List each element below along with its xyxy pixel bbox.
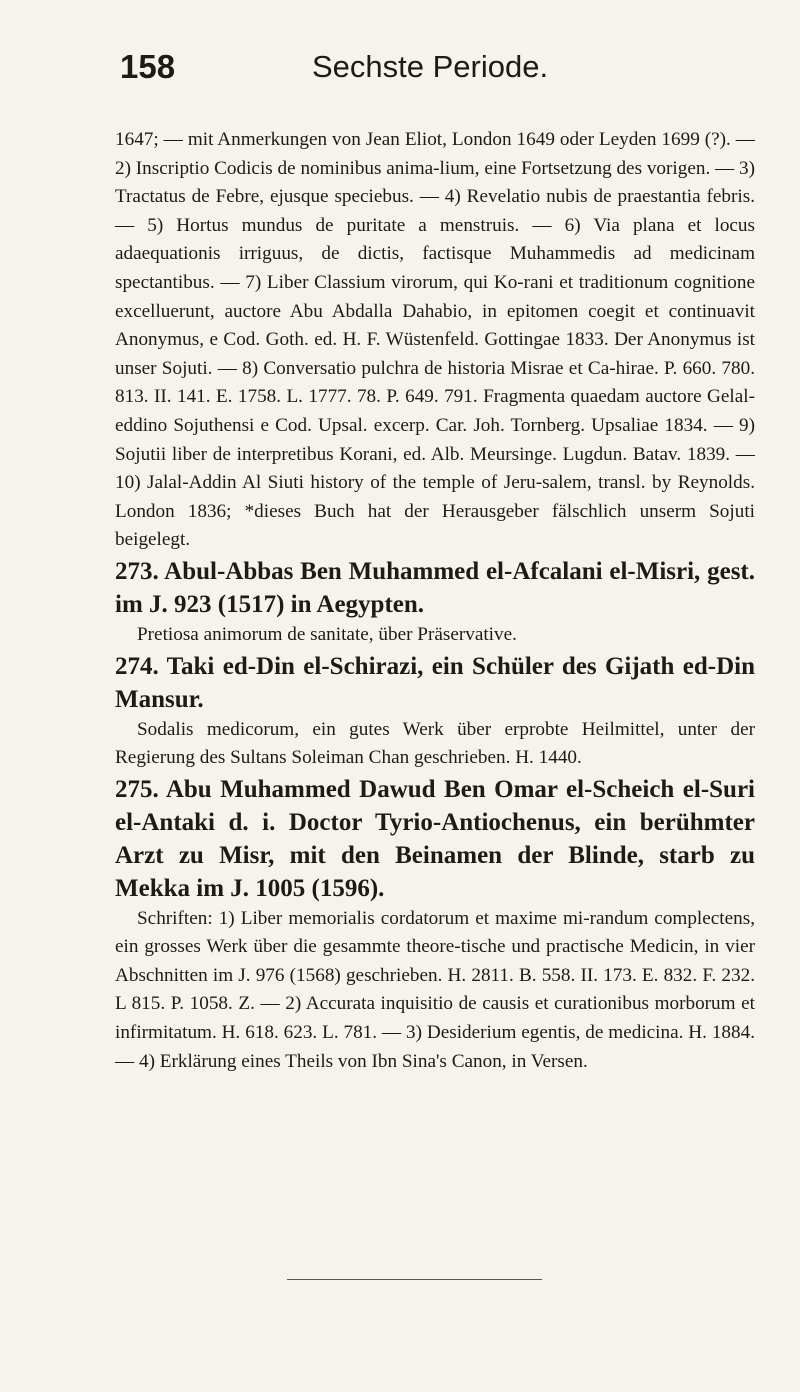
entry-heading-273: 273. Abul-Abbas Ben Muhammed el-Afcalani el-Misri, gest. im J. 923 (1517) in Aegypten.: [115, 557, 755, 618]
page-header: [120, 48, 710, 98]
footnote-rule: [287, 1279, 542, 1280]
paragraph-continuation: 1647; — mit Anmerkungen von Jean Eliot, London 1649 oder Leyden 1699 (?). — 2) Inscriptio Codicis de nominibus anima-lium, eine Fortsetzung des vorigen. — 3) Tractatus de Febre, ejusque speciebus. — 4) Revelatio nubis de praestantia febris. — 5) Hortus mundus de puritate a menstruis. — 6) Via plana et locus adaequationis irriguus, de dictis, factisque Muhammedis ad medicinam spectantibus. — 7) Liber Classium virorum, qui Ko-rani et traditionum cognitione excelluerunt, auctore Abu Abdalla Dahabio, in epitomen coegit et continuavit Anonymus, e Cod. Goth. ed. H. F. Wüstenfeld. Gottingae 1833. Der Anonymus ist unser Sojuti. — 8) Conversatio pulchra de historia Misrae et Ca-hirae. P. 660. 780. 813. II. 141. E. 1758. L. 1777. 78. P. 649. 791. Fragmenta quaedam auctore Gelal-eddino Sojuthensi e Cod. Upsal. excerp. Car. Joh. Tornberg. Upsaliae 1834. — 9) Sojutii liber de interpretibus Korani, ed. Alb. Meursinge. Lugdun. Batav. 1839. — 10) Jalal-Addin Al Siuti history of the temple of Jeru-salem, transl. by Reynolds. London 1836; *dieses Buch hat der Herausgeber fälschlich unserm Sojuti beigelegt.: [115, 129, 756, 551]
paragraph-274: Sodalis medicorum, ein gutes Werk über erprobte Heilmittel, unter der Regierung des Sultans Soleiman Chan geschrieben. H. 1440.: [115, 718, 755, 769]
entry-heading-274: 274. Taki ed-Din el-Schirazi, ein Schüler des Gijath ed-Din Mansur.: [115, 652, 755, 713]
paragraph-275: Schriften: 1) Liber memorialis cordatorum et maxime mi-randum complectens, ein grosses Werk über die gesammte theore-tische und practische Medicin, in vier Abschnitten im J. 976 (1568) geschrieben. H. 2811. B. 558. II. 173. E. 832. F. 232. L 815. P. 1058. Z. — 2) Accurata inquisitio de causis et curationibus morborum et infirmitatum. H. 618. 623. L. 781. — 3) Desiderium egentis, de medicina. H. 1884. — 4) Erklärung eines Theils von Ibn Sina's Canon, in Versen.: [115, 907, 755, 1072]
body-text: [115, 126, 755, 1076]
entry-heading-275: 275. Abu Muhammed Dawud Ben Omar el-Scheich el-Suri el-Antaki d. i. Doctor Tyrio-Antiochenus, ein berühmter Arzt zu Misr, mit den Beinamen der Blinde, starb zu Mekka im J. 1005 (1596).: [115, 775, 755, 902]
running-title: Sechste Periode.: [312, 49, 549, 84]
paragraph-273: Pretiosa animorum de sanitate, über Präservative.: [137, 623, 517, 645]
page-number: 158: [120, 48, 176, 85]
